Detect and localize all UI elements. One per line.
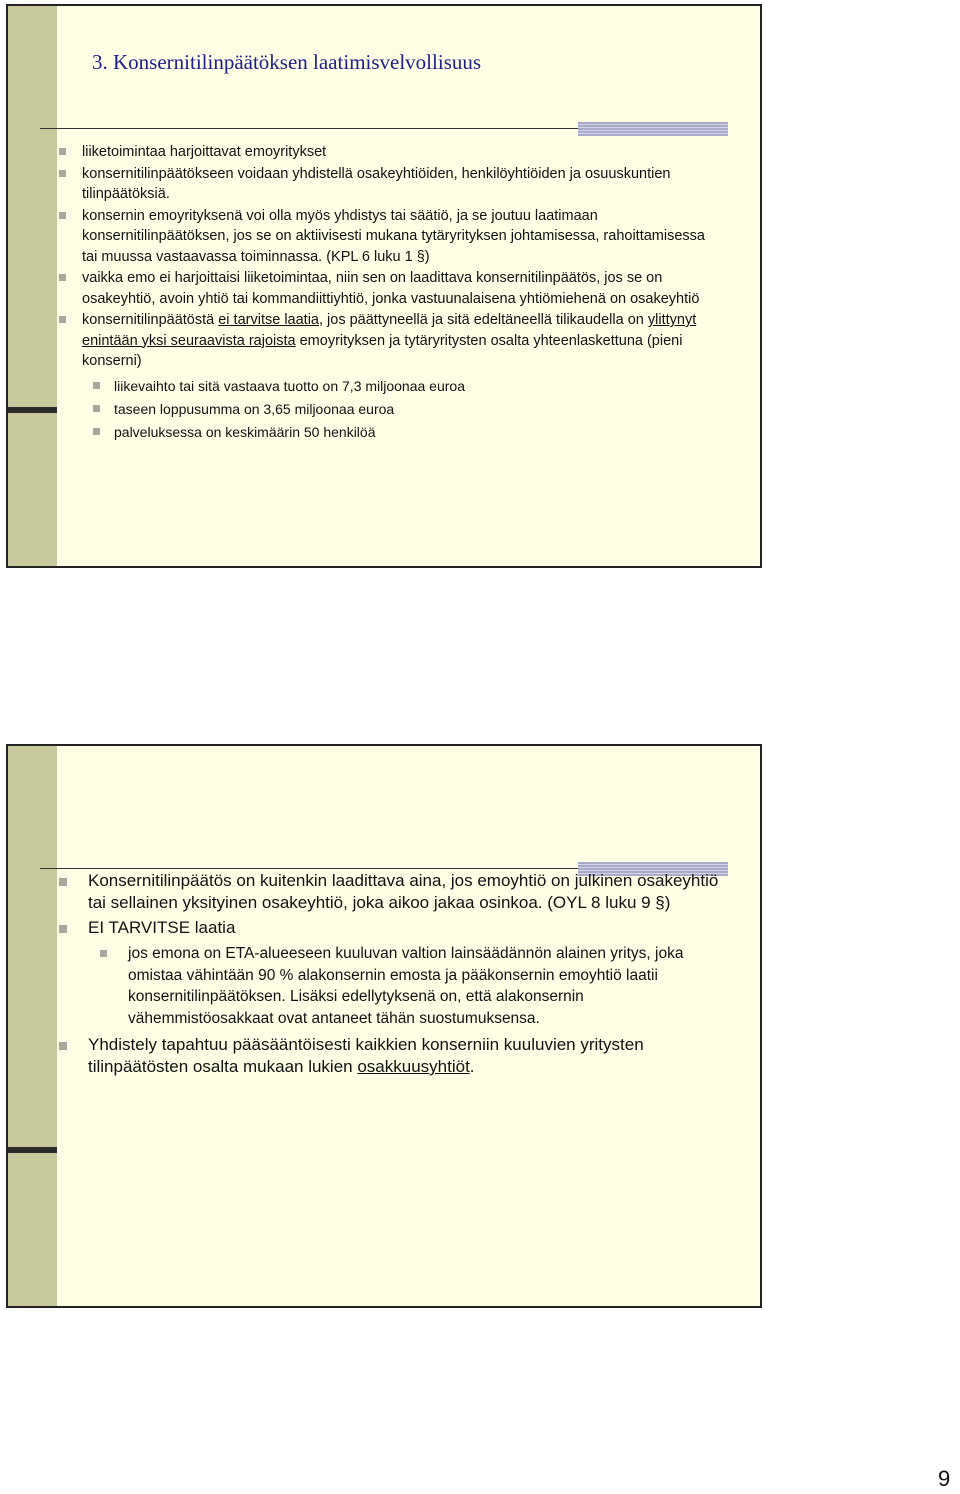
slide-side-band-accent xyxy=(8,1147,57,1153)
square-bullet-icon xyxy=(59,878,67,886)
bullet-item xyxy=(56,1034,724,1078)
bullet-list xyxy=(56,142,724,442)
sub-bullet-text: palveluksessa on keskimäärin 50 henkilöä xyxy=(114,423,376,440)
bullet-text: konsernin emoyrityksenä voi olla myös yhdistys tai säätiö, ja se joutuu laatimaan konsernitilinpäätöksen, jos se on aktiivisesti mukana tytäryrityksen johtamisessa, rahoittamisessa tai muussa vastaavassa toiminnassa. (KPL 6 luku 1 §) xyxy=(82,207,705,265)
bullet-item xyxy=(56,268,724,309)
sub-bullet-item xyxy=(88,943,724,1029)
sub-bullet-item xyxy=(82,422,724,442)
title-divider xyxy=(40,868,578,869)
sub-bullet-list xyxy=(82,376,724,442)
square-bullet-icon xyxy=(59,148,66,155)
bullet-text: vaikka emo ei harjoittaisi liiketoimintaa, niin sen on laadittava konsernitilinpäätös, jos se on osakeyhtiö, avoin yhtiö tai kommandiittiyhtiö, jonka vastuunalaisena yhtiömiehenä on osakeyhtiö xyxy=(82,270,700,307)
sub-bullet-list xyxy=(88,943,724,1029)
page-number: 9 xyxy=(938,1466,951,1491)
title-divider xyxy=(40,128,578,129)
title-divider-bar xyxy=(578,122,728,136)
sub-bullet-item xyxy=(82,376,724,396)
slide-side-band-accent xyxy=(8,407,57,413)
sub-bullet-text: liikevaihto tai sitä vastaava tuotto on 7,3 miljoonaa euroa xyxy=(114,377,465,394)
square-bullet-icon xyxy=(59,170,66,177)
square-bullet-icon xyxy=(93,405,100,412)
bullet-item xyxy=(56,310,724,442)
square-bullet-icon xyxy=(93,428,100,435)
slide-2 xyxy=(6,744,762,1308)
bullet-item xyxy=(56,164,724,205)
sub-bullet-item xyxy=(82,399,724,419)
bullet-list xyxy=(56,870,724,1078)
underlined-text: osakkuusyhtiöt xyxy=(357,1057,470,1076)
square-bullet-icon xyxy=(93,382,100,389)
bullet-text: konsernitilinpäätökseen voidaan yhdistellä osakeyhtiöiden, henkilöyhtiöiden ja osuuskuntien tilinpäätöksiä. xyxy=(82,165,671,202)
square-bullet-icon xyxy=(59,316,66,323)
square-bullet-icon xyxy=(59,1042,67,1050)
bullet-text-part: emoyrityksen ja tytäryritysten osalta yhteenlaskettuna (pieni konserni) xyxy=(82,332,683,369)
slide-side-band xyxy=(8,6,57,566)
sub-bullet-text: taseen loppusumma on 3,65 miljoonaa euroa xyxy=(114,400,395,417)
bullet-text: Konsernitilinpäätös on kuitenkin laadittava aina, jos emoyhtiö on julkinen osakeyhtiö tai sellainen yksityinen osakeyhtiö, joka aikoo jakaa osinkoa. (OYL 8 luku 9 §) xyxy=(88,871,719,912)
square-bullet-icon xyxy=(59,212,66,219)
square-bullet-icon xyxy=(59,274,66,281)
slide-title: 3. Konsernitilinpäätöksen laatimisvelvollisuus xyxy=(92,50,482,74)
bullet-text: EI TARVITSE laatia xyxy=(88,918,236,937)
bullet-item xyxy=(56,142,724,163)
square-bullet-icon xyxy=(100,950,107,957)
slide-side-band xyxy=(8,746,57,1306)
bullet-text-part: Yhdistely tapahtuu pääsääntöisesti kaikkien konserniin kuuluvien yritysten tilinpäätösten osalta mukaan lukien xyxy=(88,1035,644,1076)
underlined-text: ei tarvitse laatia xyxy=(218,312,319,328)
slide-1 xyxy=(6,4,762,568)
bullet-text-part: , jos päättyneellä ja sitä edeltäneellä tilikaudella on xyxy=(318,312,648,328)
bullet-text-part: . xyxy=(469,1057,475,1076)
bullet-text: liiketoimintaa harjoittavat emoyritykset xyxy=(82,144,327,160)
bullet-item xyxy=(56,870,724,914)
underlined-text: ylittynyt enintään yksi seuraavista rajoista xyxy=(82,312,697,349)
square-bullet-icon xyxy=(59,925,67,933)
sub-bullet-text: jos emona on ETA-alueeseen kuuluvan valtion lainsäädännön alainen yritys, joka omistaa vähintään 90 % alakonsernin emosta ja pääkonsernin emoyhtiö laatii konsernitilinpäätöksen. Lisäksi edellytyksenä on, että alakonsernin vähemmistöosakkaat ovat antaneet tähän suostumuksensa. xyxy=(128,945,684,1027)
bullet-item xyxy=(56,206,724,268)
bullet-item xyxy=(56,917,724,1029)
bullet-text-part: konsernitilinpäätöstä xyxy=(82,312,219,328)
